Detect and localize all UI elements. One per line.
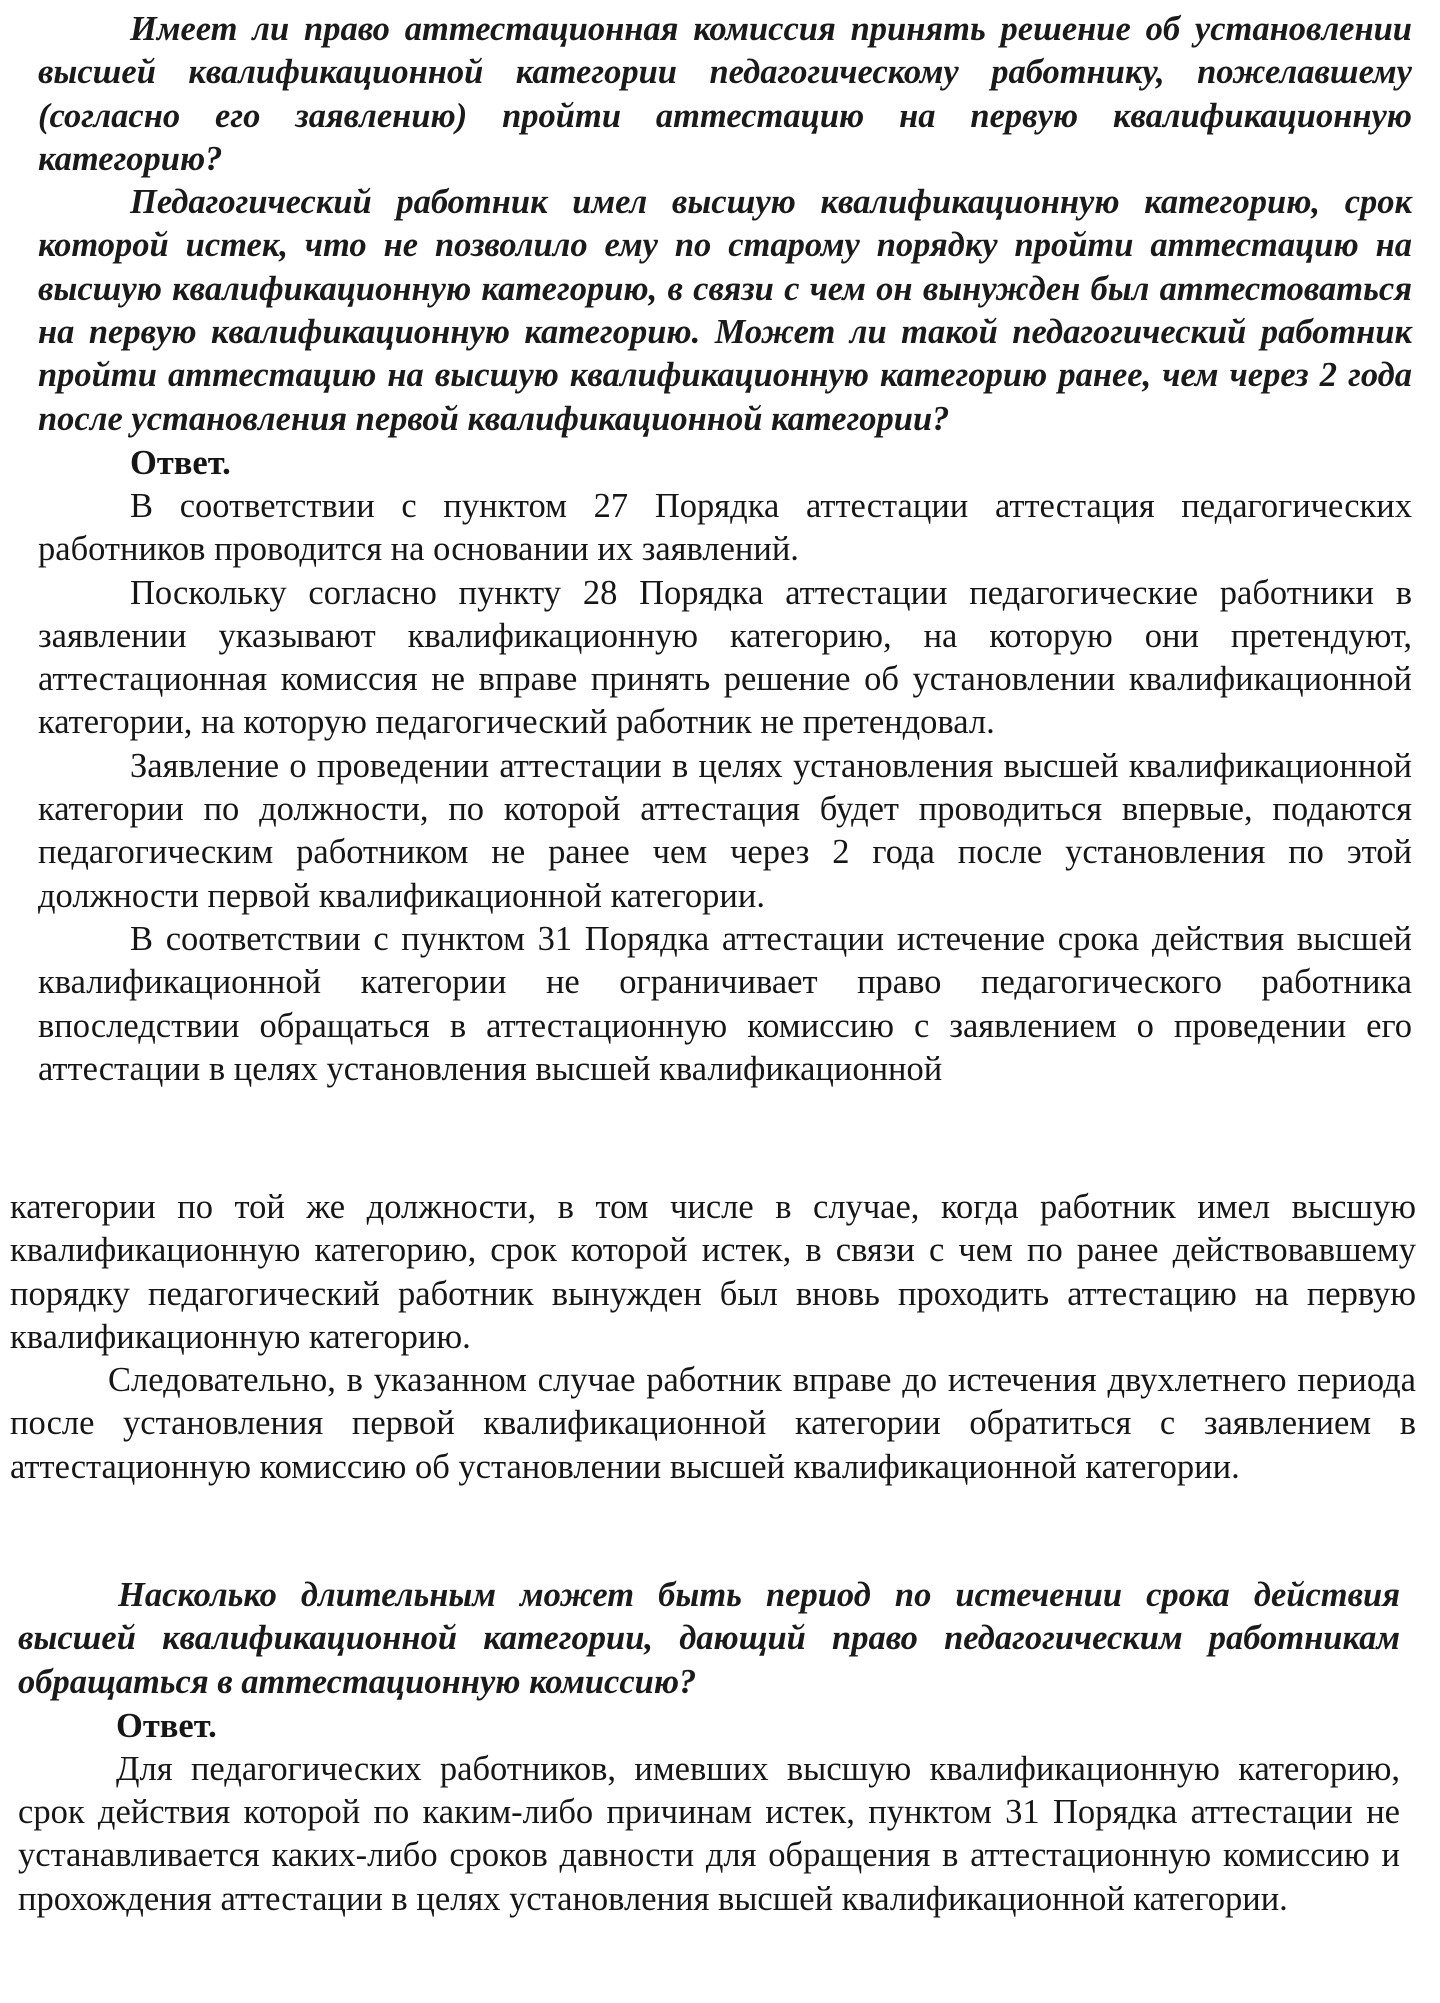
answer-paragraph: Для педагогических работников, имевших высшую квалификационную категорию, срок действия которой по каким-либо причинам истек, пунктом 31 Порядка аттестации не устанавливается каких-либо сроков давности для обращения в аттестационную комиссию и прохождения аттестации в целях установления высшей квалификационной категории. [18,1749,1400,1918]
document-page-continuation [10,1186,1416,1489]
document-section-2 [18,1574,1400,1921]
answer-paragraph: В соответствии с пунктом 31 Порядка аттестации истечение срока действия высшей квалификационной категории не ограничивает право педагогического работника впоследствии обращаться в аттестационную комиссию с заявлением о проведении его аттестации в целях установления высшей квалификационной [38,919,1412,1088]
document-page-top [38,8,1412,1091]
question-heading-3: Насколько длительным может быть период по истечении срока действия высшей квалификационной категории, дающий право педагогическим работникам обращаться в аттестационную комиссию? [18,1576,1400,1701]
answer-label: Ответ. [116,1706,217,1745]
answer-paragraph: Поскольку согласно пункту 28 Порядка аттестации педагогические работники в заявлении указывают квалификационную категорию, на которую они претендуют, аттестационная комиссия не вправе принять решение об установлении квалификационной категории, на которую педагогический работник не претендовал. [38,573,1412,742]
conclusion-paragraph: Следовательно, в указанном случае работник вправе до истечения двухлетнего периода после установления первой квалификационной категории обратиться с заявлением в аттестационную комиссию об установлении высшей квалификационной категории. [10,1361,1416,1486]
continuation-paragraph: категории по той же должности, в том числе в случае, когда работник имел высшую квалификационную категорию, срок которой истек, в связи с чем по ранее действовавшему порядку педагогический работник вынужден был вновь проходить аттестацию на первую квалификационную категорию. [10,1188,1416,1356]
answer-paragraph: В соответствии с пунктом 27 Порядка аттестации аттестация педагогических работников проводится на основании их заявлений. [38,486,1412,569]
question-heading-2: Педагогический работник имел высшую квалификационную категорию, срок которой истек, что не позволило ему по старому порядку пройти аттестацию на высшую квалификационную категорию, в связи с чем он вынужден был аттестоваться на первую квалификационную категорию. Может ли такой педагогический работник пройти аттестацию на высшую квалификационную категорию ранее, чем через 2 года после установления первой квалификационной категории? [38,183,1412,438]
question-heading-1: Имеет ли право аттестационная комиссия принять решение об установлении высшей квалификационной категории педагогическому работнику, пожелавшему (согласно его заявлению) пройти аттестацию на первую квалификационную категорию? [38,10,1412,178]
answer-paragraph: Заявление о проведении аттестации в целях установления высшей квалификационной категории по должности, по которой аттестация будет проводиться впервые, подаются педагогическим работником не ранее чем через 2 года после установления по этой должности первой квалификационной категории. [38,746,1412,915]
answer-label: Ответ. [130,443,231,482]
